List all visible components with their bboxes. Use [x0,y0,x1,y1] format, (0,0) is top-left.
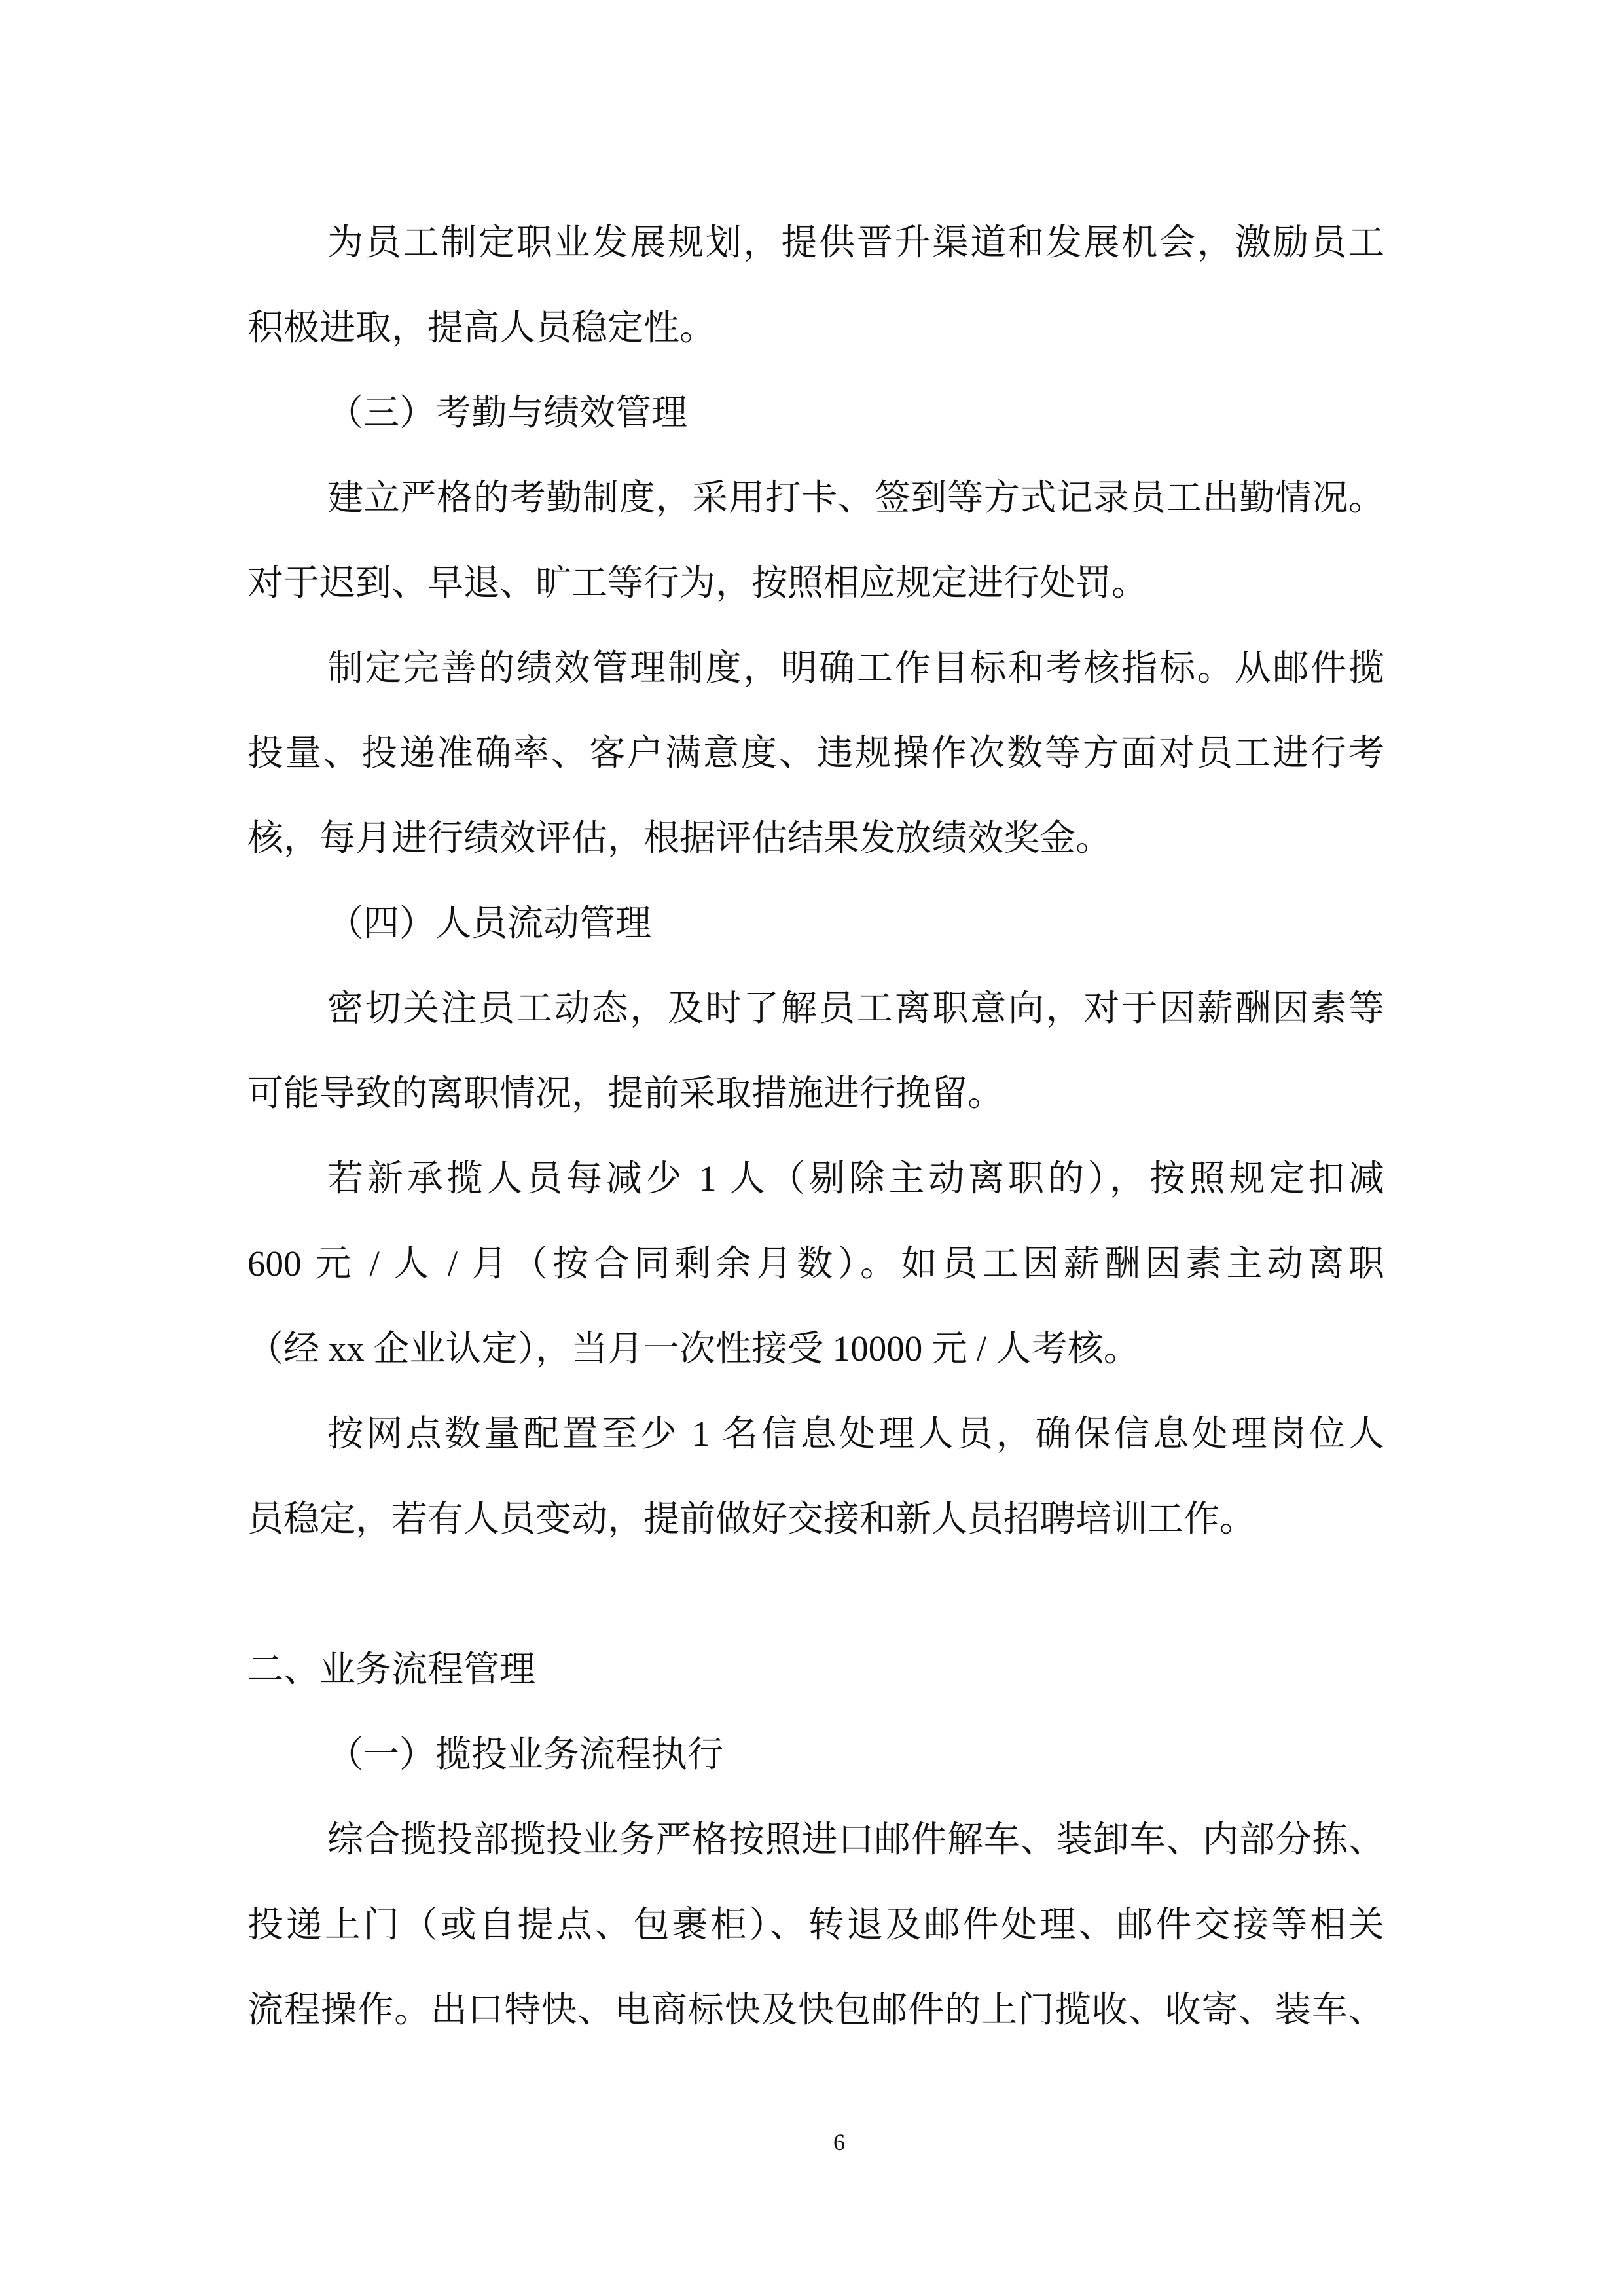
subsection-heading: （一）揽投业务流程执行 [327,1734,724,1774]
paragraph-line: 核，每月进行绩效评估，根据评估结果发放绩效奖金。 [247,818,1112,858]
subsection-heading: （三）考勤与绩效管理 [327,393,688,433]
paragraph-line: 为员工制定职业发展规划，提供晋升渠道和发展机会，激励员工 [327,223,1384,262]
paragraph-line: （经 xx 企业认定），当月一次性接受 10000 元 / 人考核。 [247,1329,1140,1369]
paragraph-line: 员稳定，若有人员变动，提前做好交接和新人员招聘培训工作。 [247,1499,1256,1539]
page-number: 6 [833,2129,845,2155]
paragraph-line: 综合揽投部揽投业务严格按照进口邮件解车、装卸车、内部分拣、 [327,1820,1384,1859]
document-body [247,200,1384,2053]
paragraph-line: 投量、投递准确率、客户满意度、违规操作次数等方面对员工进行考 [247,733,1384,773]
subsection-heading: （四）人员流动管理 [327,903,652,943]
paragraph-line: 按网点数量配置至少 1 名信息处理人员，确保信息处理岗位人 [327,1414,1384,1454]
paragraph-line: 建立严格的考勤制度，采用打卡、签到等方式记录员工出勤情况。 [327,478,1384,518]
paragraph-line: 密切关注员工动态，及时了解员工离职意向，对于因薪酬因素等 [327,988,1384,1028]
paragraph-line: 流程操作。出口特快、电商标快及快包邮件的上门揽收、收寄、装车、 [247,1990,1384,2030]
paragraph-line: 积极进取，提高人员稳定性。 [247,308,716,348]
section-heading: 二、业务流程管理 [247,1649,536,1689]
paragraph-line: 投递上门（或自提点、包裹柜）、转退及邮件处理、邮件交接等相关 [247,1905,1384,1945]
paragraph-line: 对于迟到、早退、旷工等行为，按照相应规定进行处罚。 [247,563,1148,603]
paragraph-line: 制定完善的绩效管理制度，明确工作目标和考核指标。从邮件揽 [327,648,1384,688]
paragraph-line: 600 元 / 人 / 月（按合同剩余月数）。如员工因薪酬因素主动离职 [247,1244,1384,1283]
paragraph-line: 可能导致的离职情况，提前采取措施进行挽留。 [247,1073,1004,1113]
paragraph-line: 若新承揽人员每减少 1 人（剔除主动离职的），按照规定扣减 [327,1158,1384,1198]
